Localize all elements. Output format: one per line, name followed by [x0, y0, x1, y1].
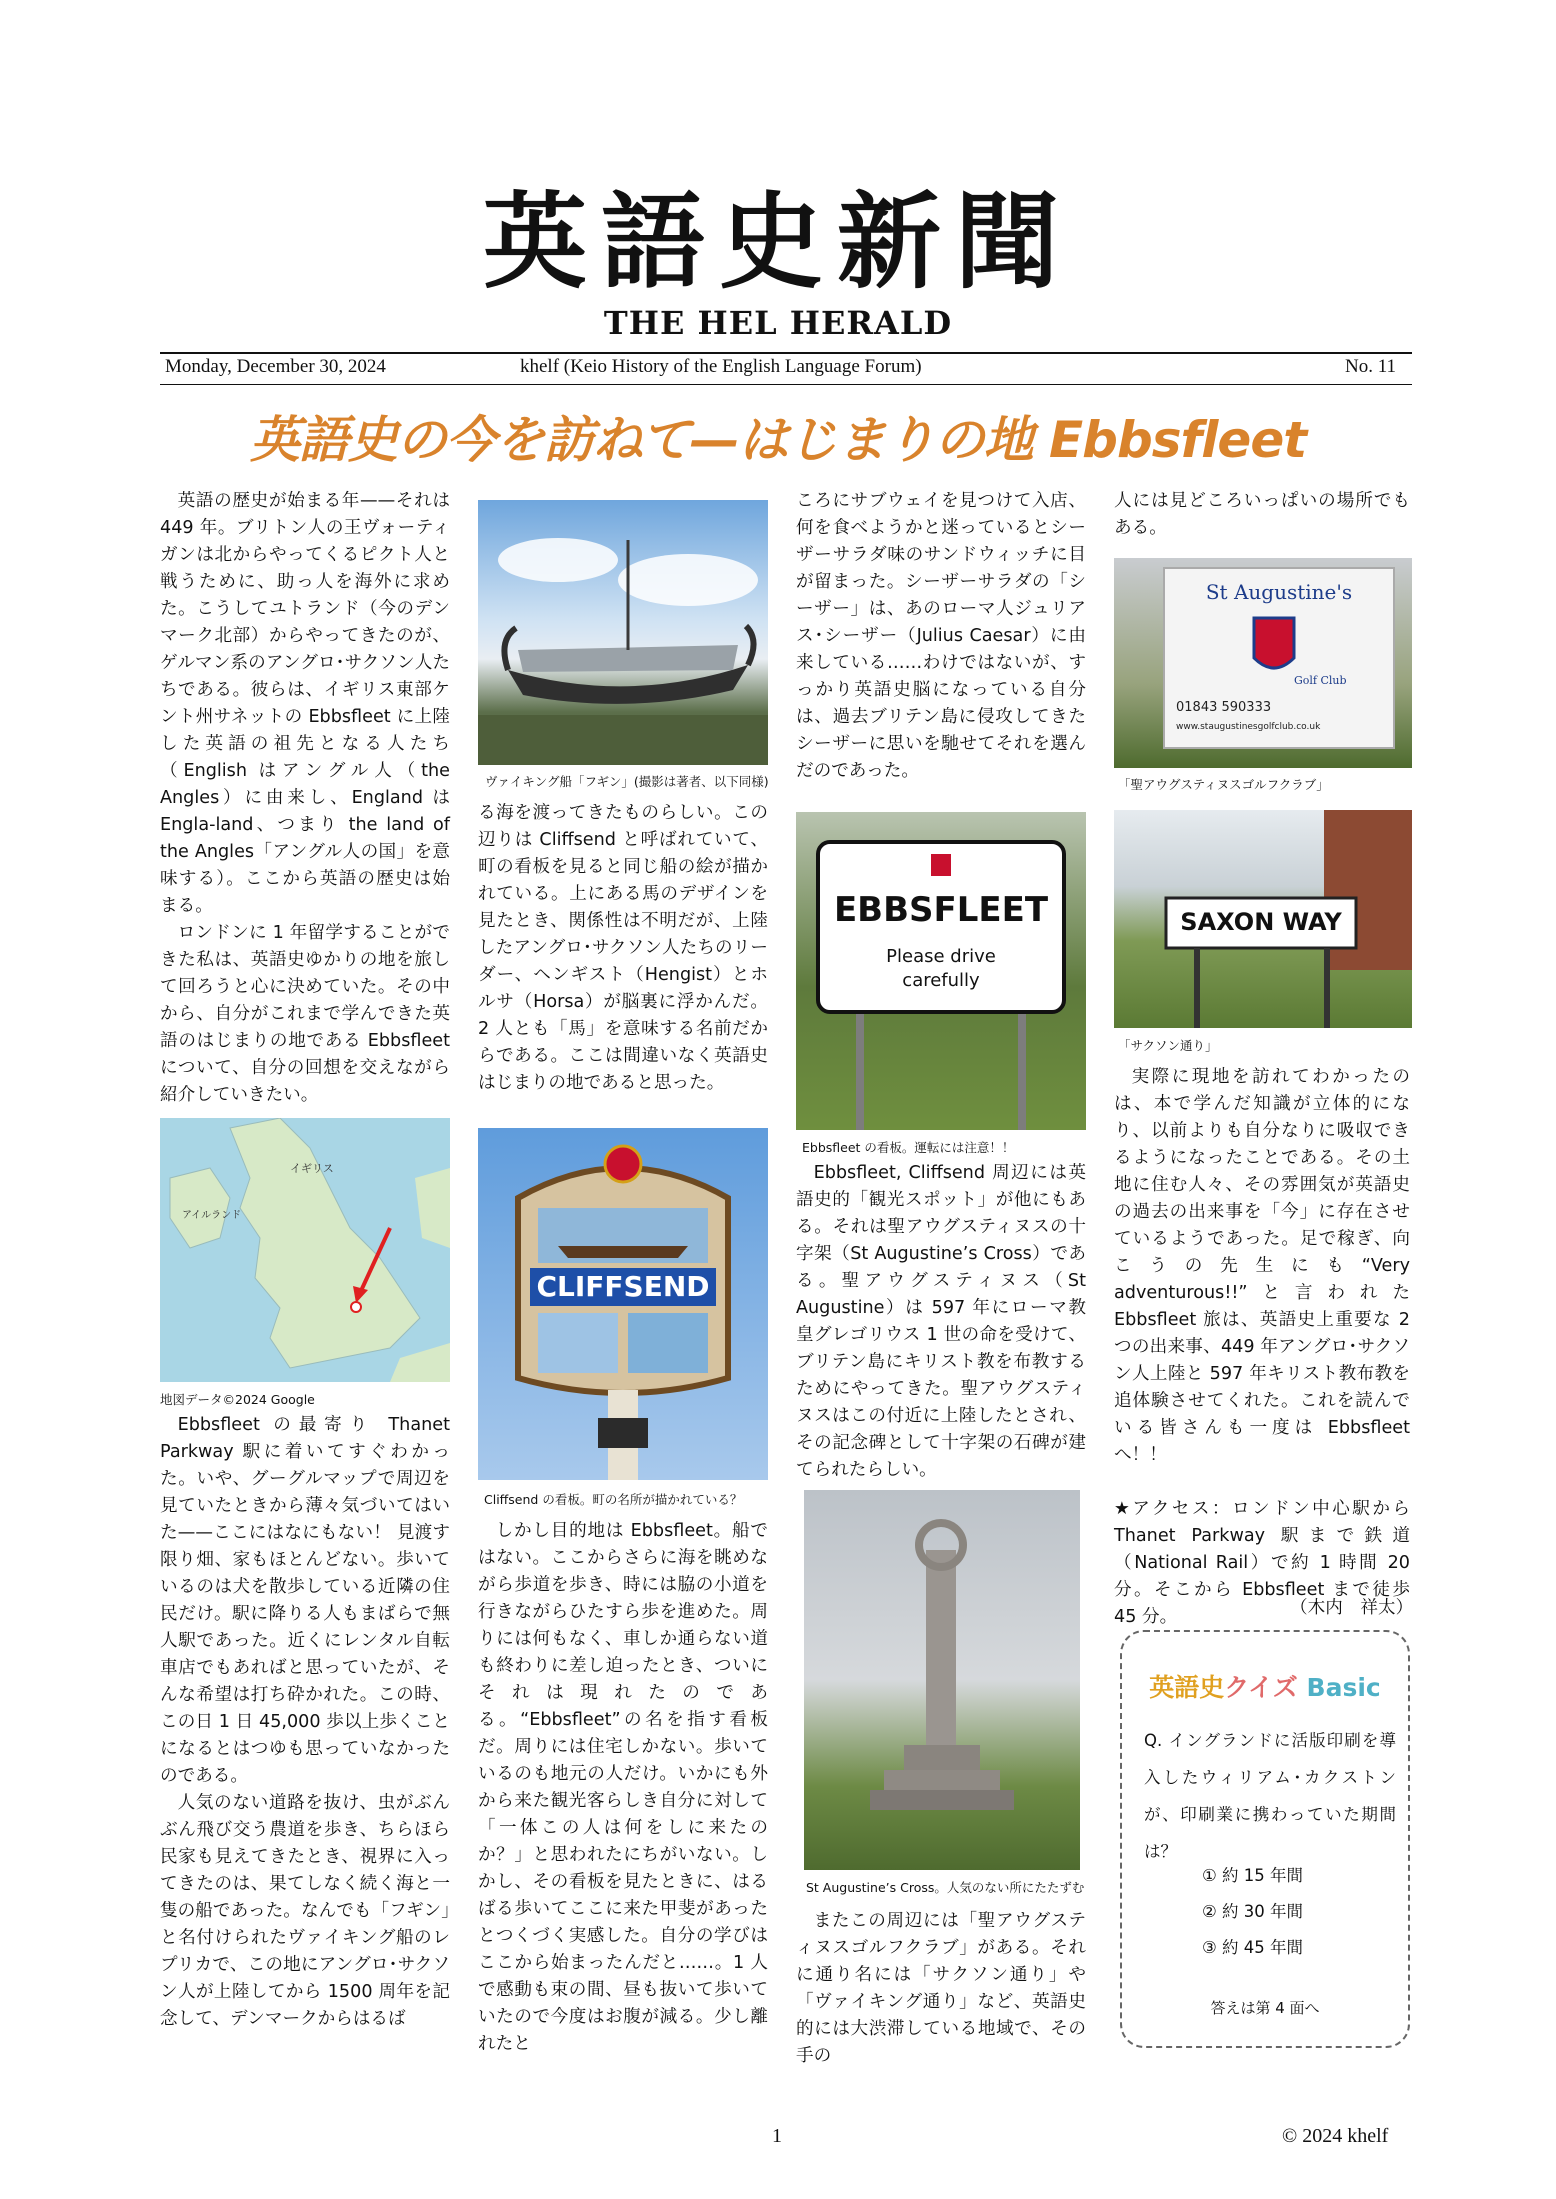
- golf-sign-phone: 01843 590333: [1176, 700, 1272, 715]
- cross-caption: St Augustine’s Cross。人気のない所にたたずむ: [806, 1880, 1085, 1895]
- golf-sign-sub: Golf Club: [1294, 674, 1347, 687]
- viking-ship-graphic: [478, 500, 768, 765]
- ebbsfleet-sign-photo: [796, 812, 1086, 1130]
- paragraph: 人気のない道路を抜け、虫がぶんぶん飛び交う農道を歩き、ちらほら民家も見えてきたとき、視界に入ってきたのは、果てしなく続く海と一隻の船であった。なんでも「フギン」と名付けられたヴァイキング船のレプリカで、この地にアングロ･サクソン人が上陸してから 1500 周年を記念して、デンマークからはるば: [160, 1793, 450, 2029]
- map-caption: 地図データ©2024 Google: [160, 1392, 315, 1407]
- masthead-subtitle: THE HEL HERALD: [603, 304, 953, 342]
- paragraph: 人には見どころいっぱいの場所でもある。: [1114, 491, 1410, 538]
- golf-sign-url: www.staugustinesgolfclub.co.uk: [1176, 722, 1321, 732]
- masthead-rule-bottom: [160, 384, 1412, 385]
- ebbsfleet-caption: Ebbsfleet の看板。運転には注意！！: [802, 1140, 1015, 1155]
- ebbsfleet-sign-name: EBBSFLEET: [833, 890, 1049, 930]
- cliffsend-sign-text: CLIFFSEND: [536, 1270, 710, 1303]
- map-label-uk: イギリス: [290, 1162, 334, 1175]
- publisher: khelf (Keio History of the English Language Forum): [520, 356, 922, 377]
- viking-ship-photo: [478, 500, 768, 765]
- article-col4-middle: [1114, 1064, 1410, 1631]
- quiz-title-a: 英語史: [1149, 1673, 1225, 1702]
- cross-graphic: [804, 1490, 1080, 1870]
- paragraph: 英語の歴史が始まる年——それは 449 年。ブリトン人の王ヴォーティガンは北からやってくるピクト人と戦うために、助っ人を海外に求めた。こうしてユトランド（今のデンマーク北部）からやってきたのが、ゲルマン系のアングロ･サクソン人たちである。彼らは、イギリス東部ケント州サネットの Ebbsfleet に上陸した英語の祖先となる人たち（English はアングル人（the Angles）に由来し、England は Engla-land、つまり the land of the Angles「アングル人の国」を意味する）。ここから英語の歴史は始まる。: [160, 491, 450, 916]
- issue-number: No. 11: [1345, 356, 1397, 377]
- saxon-caption: 「サクソン通り」: [1118, 1038, 1218, 1053]
- paragraph: またこの周辺には「聖アウグスティヌスゴルフクラブ」がある。それに通り名には「サクソン通り」や「ヴァイキング通り」など、英語史的には大渋滞している地域で、その手の: [796, 1911, 1086, 2066]
- masthead-rule-top: [160, 352, 1412, 354]
- article-col1-bottom: [160, 1412, 450, 2033]
- issue-date: Monday, December 30, 2024: [165, 356, 386, 377]
- quiz-box: [1120, 1630, 1410, 2048]
- quiz-option-2: ② 約 30 年間: [1202, 1902, 1304, 1921]
- quiz-title: [1122, 1668, 1408, 1704]
- paragraph: ロンドンに 1 年留学することができた私は、英語史ゆかりの地を旅して回ろうと心に決めていた。その中から、自分がこれまで学んできた英語のはじまりの地である Ebbsfleet について、自分の回想を交えながら紹介していきたい。: [160, 923, 450, 1105]
- golf-sign-name: St Augustine's: [1205, 580, 1353, 604]
- golf-caption: 「聖アウグスティヌスゴルフクラブ」: [1118, 777, 1329, 792]
- quiz-answer-note: 答えは第 4 面へ: [1210, 1999, 1320, 2017]
- ebbsfleet-sign-line2: carefully: [902, 970, 980, 991]
- quiz-title-c: Basic: [1306, 1673, 1381, 1702]
- quiz-title-b: クイズ: [1224, 1673, 1298, 1702]
- cliffsend-sign-graphic: [478, 1128, 768, 1480]
- article-col2-top: [478, 800, 768, 1097]
- golf-club-photo: [1114, 558, 1412, 768]
- headline: 英語史の今を訪ねて—はじまりの地 Ebbsfleet: [249, 411, 1307, 469]
- cliffsend-sign-photo: [478, 1128, 768, 1480]
- article-col3-middle: [796, 1160, 1086, 1484]
- paragraph: しかし目的地は Ebbsfleet。船ではない。ここからさらに海を眺めながら歩道を歩き、時には脇の小道を行きながらひたすら歩を進めた。周りには何もなく、車しか通らない道も終わりに差し迫ったとき、ついにそれは現れたのである。“Ebbsfleet”の名を指す看板だ。周りには住宅しかない。歩いているのも地元の人だけ。いかにも外から来た観光客らしき自分に対して「一体この人は何をしに来たのか？」と思われたにちがいない。しかし、その看板を見たときに、はるばる歩いてここに来た甲斐があったとつくづく実感した。自分の学びはここから始まったんだと……。1 人で感動も束の間、昼も抜いて歩いていたので今度はお腹が減る。少し離れたと: [478, 1521, 768, 2054]
- copyright: © 2024 khelf: [1282, 2125, 1389, 2147]
- ebbsfleet-sign-line1: Please drive: [886, 946, 996, 967]
- saxon-way-sign-text: SAXON WAY: [1180, 908, 1342, 936]
- map-label-ireland: アイルランド: [182, 1210, 242, 1221]
- article-col3-top: [796, 488, 1086, 785]
- masthead-title: 英語史新聞: [482, 180, 1073, 303]
- map-graphic: [160, 1118, 450, 1382]
- article-col3-bottom: [796, 1908, 1086, 2070]
- quiz-option-1: ① 約 15 年間: [1202, 1866, 1304, 1885]
- viking-ship-caption: ヴァイキング船「フギン」(撮影は著者、以下同様): [485, 774, 769, 789]
- paragraph: 実際に現地を訪れてわかったのは、本で学んだ知識が立体的になり、以前よりも自分なりに吸収できるようになったことである。その土地に住む人々、その雰囲気が英語史の過去の出来事を「今」に存在させているようであった。足で稼ぎ、向こうの先生にも“Very adventurous!!”と言われた Ebbsfleet 旅は、英語史上重要な 2 つの出来事、449 年アングロ･サクソン人上陸と 597 年キリスト教布教を追体験させてくれた。これを読んでいる皆さんも一度は Ebbsfleet へ！！: [1114, 1067, 1410, 1465]
- quiz-question: Q. イングランドに活版印刷を導入したウィリアム･カクストンが、印刷業に携わっていた期間は？: [1144, 1731, 1396, 1861]
- access-note: ★アクセス：ロンドン中心駅から Thanet Parkway 駅まで鉄道（National Rail）で約 1 時間 20 分。そこから Ebbsfleet まで徒歩 45 分。: [1114, 1499, 1410, 1627]
- paragraph: Ebbsfleet の最寄り Thanet Parkway 駅に着いてすぐわかった。いや、グーグルマップで周辺を見ていたときから薄々気づいてはいた——ここにはなにもない！ 見渡す限り畑、家もほとんどない。歩いているのは犬を散歩している近隣の住民だけ。駅に降りる人もまばらで無人駅であった。近くにレンタル自転車店でもあればと思っていたが、そんな希望は打ち砕かれた。この時、この日 1 日 45,000 歩以上歩くことになるとはつゆも思っていなかったのである。: [160, 1415, 450, 1786]
- quiz-option-3: ③ 約 45 年間: [1202, 1938, 1304, 1957]
- author-name: （木内 祥太）: [1290, 1598, 1414, 1618]
- page-number: 1: [772, 2125, 782, 2147]
- map-image: [160, 1118, 450, 1382]
- paragraph: る海を渡ってきたものらしい。この辺りは Cliffsend と呼ばれていて、町の看板を見ると同じ船の絵が描かれている。上にある馬のデザインを見たとき、関係性は不明だが、上陸したアングロ･サクソン人たちのリーダー、ヘンギスト（Hengist）とホルサ（Horsa）が脳裏に浮かんだ。2 人とも「馬」を意味する名前だからである。ここは間違いなく英語史はじまりの地であると思った。: [478, 803, 768, 1093]
- paragraph: ころにサブウェイを見つけて入店、何を食べようかと迷っているとシーザーサラダ味のサンドウィッチに目が留まった。シーザーサラダの「シーザー」は、あのローマ人ジュリアス･シーザー（Julius Caesar）に由来している……わけではないが、すっかり英語史脳になっている自分は、過去ブリテン島に侵攻してきたシーザーに思いを馳せてそれを選んだのであった。: [796, 491, 1086, 781]
- article-col2-bottom: [478, 1518, 768, 2058]
- saxon-way-photo: [1114, 810, 1412, 1028]
- cross-photo: [804, 1490, 1080, 1870]
- cliffsend-caption: Cliffsend の看板。町の名所が描かれている？: [484, 1492, 743, 1507]
- paragraph: Ebbsfleet, Cliffsend 周辺には英語史的「観光スポット」が他にもある。それは聖アウグスティヌスの十字架（St Augustine’s Cross）である。聖アウグスティヌス（St Augustine）は 597 年にローマ教皇グレゴリウス 1 世の命を受けて、ブリテン島にキリスト教を布教するためにやってきた。聖アウグスティヌスはこの付近に上陸したとされ、その記念碑として十字架の石碑が建てられたらしい。: [796, 1163, 1086, 1480]
- article-col1-top: [160, 488, 450, 1109]
- article-col4-top: [1114, 488, 1410, 542]
